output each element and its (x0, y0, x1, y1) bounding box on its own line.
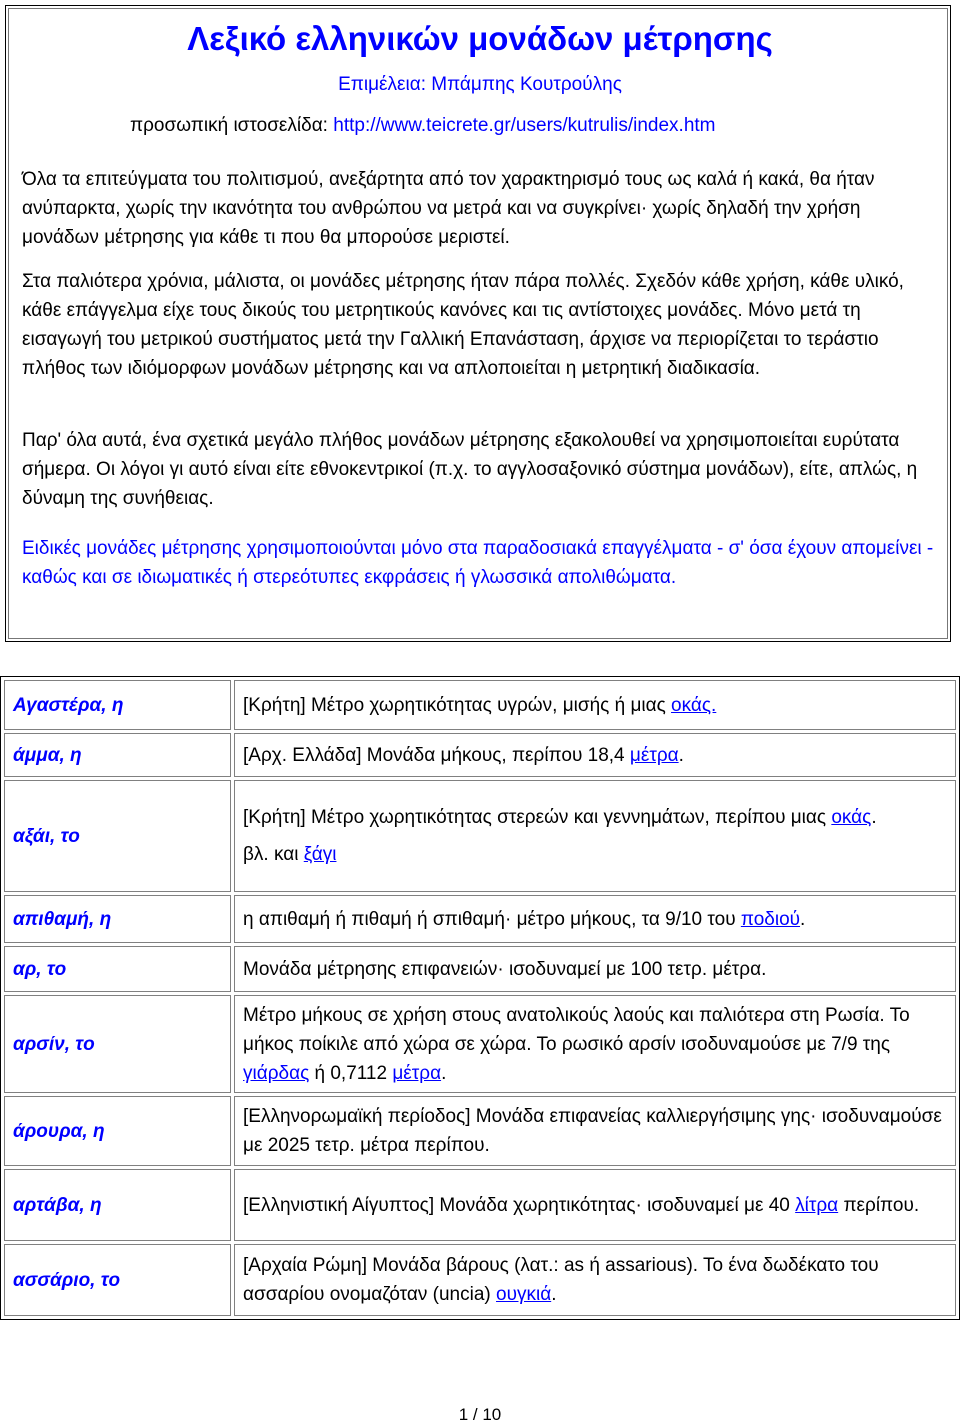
entry-term: άμμα, η (4, 733, 231, 777)
table-row (4, 780, 956, 892)
table-row (4, 680, 956, 730)
entry-definition (234, 995, 956, 1093)
definition-text: . (551, 1284, 557, 1305)
entry-definition (234, 895, 956, 943)
definition-link[interactable]: ποδιού (740, 908, 801, 930)
intro-paragraph-1: Όλα τα επιτεύγματα του πολιτισμού, ανεξάρτητα από τον χαρακτηρισμό τους ως καλά ή κακά, θα ήταν ανύπαρκτα, χωρίς την ικανότητα του ανθρώπου να μετρά και να συγκρίνει· χωρίς δηλαδή την χρήση μονάδων μέτρησης για κάθε τι που θα μπορούσε μεριστεί. (22, 169, 875, 248)
definition-text: . (441, 1062, 447, 1084)
entry-term: άρουρα, η (4, 1096, 231, 1166)
intro-paragraph-2: Στα παλιότερα χρόνια, μάλιστα, οι μονάδες μέτρησης ήταν πάρα πολλές. Σχεδόν κάθε χρήση, κάθε υλικό, κάθε επάγγελμα είχε τους δικούς του μετρητικούς κανόνες και τις αντίστοιχες μονάδες. Μόνο μετά τη εισαγωγή του μετρικού συστήματος μετά την Γαλλική Επανάσταση, άρχισε να περιορίζεται το τεράστιο πλήθος των ιδιόμορφων μονάδων μέτρησης και να απλοποιείται η μετρητική διαδικασία. (22, 271, 904, 379)
intro-paragraph-4: Ειδικές μονάδες μέτρησης χρησιμοποιούνται μόνο στα παραδοσιακά επαγγέλματα - σ' όσα έχουν απομείνει - καθώς και σε ιδιωματικές ή στερεότυπες εκφράσεις ή γλωσσικά απολιθώματα. (22, 538, 934, 588)
entry-definition (234, 680, 956, 730)
table-row (4, 733, 956, 777)
entry-definition (234, 780, 956, 892)
intro-paragraph-3: Παρ' όλα αυτά, ένα σχετικά μεγάλο πλήθος μονάδων μέτρησης εξακολουθεί να χρησιμοποιείται ευρύτατα σήμερα. Οι λόγοι γι αυτό είναι είτε εθνοκεντρικοί (π.χ. το αγγλοσαξονικό σύστημα μονάδων), είτε, απλώς, η δύναμη της συνήθειας. (22, 430, 918, 509)
homepage-line (130, 115, 716, 137)
homepage-link[interactable]: http://www.teicrete.gr/users/kutrulis/index.htm (333, 115, 716, 136)
definition-text: Μέτρο μήκους σε χρήση στους ανατολικούς λαούς και παλιότερα στη Ρωσία. Το μήκος ποίκιλε από χώρα σε χώρα. Το ρωσικό αρσίν ισοδυναμούσε με 7/9 της (243, 1004, 910, 1055)
definition-link[interactable]: λίτρα (795, 1194, 839, 1216)
definition-link[interactable]: μέτρα (629, 744, 679, 766)
see-also-label: βλ. και (243, 844, 304, 865)
definition-link[interactable]: μέτρα (392, 1062, 442, 1084)
homepage-label: προσωπική ιστοσελίδα: (130, 115, 334, 136)
definition-text: [Κρήτη] Μέτρο χωρητικότητας στερεών και γεννημάτων, περίπου μιας (243, 807, 832, 828)
definition-text: . (871, 807, 877, 828)
table-row (4, 1096, 956, 1166)
definition-link[interactable]: ουγκιά (496, 1284, 552, 1305)
definition-text: η απιθαμή ή πιθαμή ή σπιθαμή· μέτρο μήκους, τα 9/10 του (243, 908, 741, 930)
page-number: 1 / 10 (458, 1405, 502, 1424)
definition-text: περίπου. (838, 1194, 920, 1216)
definition-line (243, 803, 947, 832)
entry-definition (234, 733, 956, 777)
page-title: Λεξικό ελληνικών μονάδων μέτρησης (187, 20, 773, 57)
entry-definition (234, 1169, 956, 1241)
editor-credit: Επιμέλεια: Μπάμπης Κουτρούλης (338, 74, 622, 95)
definition-link[interactable]: οκάς. (671, 694, 717, 716)
definition-text: . (800, 908, 806, 930)
definition-text: ή 0,7112 (309, 1062, 393, 1084)
entry-definition (234, 1244, 956, 1316)
table-row (4, 895, 956, 943)
definition-text: . (678, 744, 684, 766)
table-row (4, 1244, 956, 1316)
definition-text: [Αρχ. Ελλάδα] Μονάδα μήκους, περίπου 18,4 (243, 744, 630, 766)
entry-term: απιθαμή, η (4, 895, 231, 943)
entry-definition: Μονάδα μέτρησης επιφανειών· ισοδυναμεί με 100 τετρ. μέτρα. (234, 946, 956, 992)
table-row (4, 995, 956, 1093)
entry-term: ασσάριο, το (4, 1244, 231, 1316)
definition-text: [Κρήτη] Μέτρο χωρητικότητας υγρών, μισής ή μιας (243, 694, 672, 716)
units-table (0, 676, 960, 1320)
entry-term: Αγαστέρα, η (4, 680, 231, 730)
table-row (4, 946, 956, 992)
see-also-link[interactable]: ξάγι (303, 844, 337, 865)
entry-definition: [Ελληνορωμαϊκή περίοδος] Μονάδα επιφανείας καλλιεργήσιμης γης· ισοδυναμούσε με 2025 τετρ. μέτρα περίπου. (234, 1096, 956, 1166)
definition-text: [Αρχαία Ρώμη] Μονάδα βάρους (λατ.: as ή assarious). Το ένα δωδέκατο του ασσαρίου ονομαζόταν (uncia) (243, 1255, 879, 1305)
entry-term: αρσίν, το (4, 995, 231, 1093)
entry-term: αξάι, το (4, 780, 231, 892)
entry-term: αρτάβα, η (4, 1169, 231, 1241)
entry-term: αρ, το (4, 946, 231, 992)
table-row (4, 1169, 956, 1241)
definition-text: [Ελληνιστική Αίγυπτος] Μονάδα χωρητικότητας· ισοδυναμεί με 40 (243, 1194, 796, 1216)
see-also-line (243, 840, 947, 869)
definition-link[interactable]: γιάρδας (243, 1062, 310, 1084)
definition-link[interactable]: οκάς (831, 807, 872, 828)
